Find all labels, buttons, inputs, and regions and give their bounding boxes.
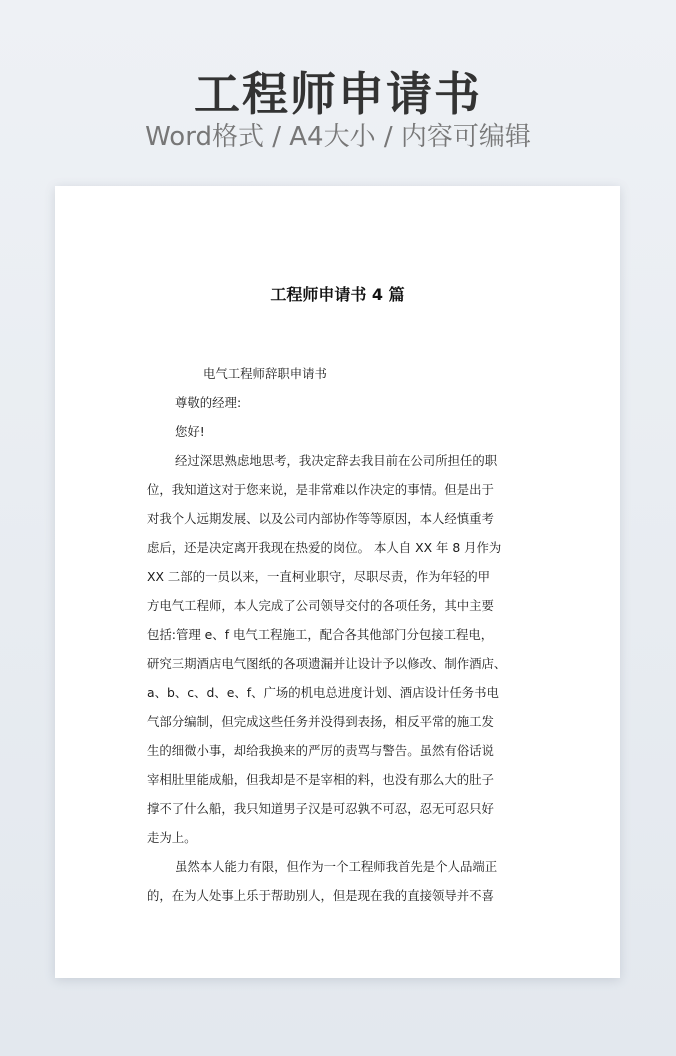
paragraph-line: 宰相肚里能成船，但我却是不是宰相的料，也没有那么大的肚子 bbox=[147, 772, 494, 787]
paragraph-line: 的，在为人处事上乐于帮助别人，但是现在我的直接领导并不喜 bbox=[147, 888, 494, 903]
banner-subtitle: Word格式 / A4大小 / 内容可编辑 bbox=[145, 122, 531, 152]
paragraph-line: 生的细微小事，却给我换来的严厉的责骂与警告。虽然有俗话说 bbox=[147, 743, 494, 758]
paragraph-line: 走为上。 bbox=[147, 830, 197, 845]
paragraph-line: 方电气工程师，本人完成了公司领导交付的各项任务，其中主要 bbox=[147, 598, 494, 613]
banner-title: 工程师申请书 bbox=[194, 67, 482, 121]
paragraph-line: 经过深思熟虑地思考，我决定辞去我目前在公司所担任的职 bbox=[175, 453, 498, 468]
salutation: 尊敬的经理: bbox=[175, 395, 242, 410]
paragraph-line: 虽然本人能力有限，但作为一个工程师我首先是个人品端正 bbox=[175, 859, 498, 874]
paragraph-line: XX 二部的一员以来，一直柯业职守，尽职尽责，作为年轻的甲 bbox=[147, 569, 491, 584]
paragraph-line: 对我个人远期发展、以及公司内部协作等等原因，本人经慎重考 bbox=[147, 511, 494, 526]
paragraph-line: 撑不了什么船，我只知道男子汉是可忍孰不可忍，忍无可忍只好 bbox=[147, 801, 494, 816]
paragraph-line: 位，我知道这对于您来说，是非常难以作决定的事情。但是出于 bbox=[147, 482, 494, 497]
paragraph-line: 气部分编制，但完成这些任务并没得到表扬，相反平常的施工发 bbox=[147, 714, 494, 729]
paragraph-line: 虑后，还是决定离开我现在热爱的岗位。 本人自 XX 年 8 月作为 bbox=[147, 540, 502, 555]
document-body bbox=[147, 359, 531, 910]
document-title: 工程师申请书 4 篇 bbox=[270, 285, 405, 304]
paragraph-line: 研究三期酒店电气图纸的各项遗漏并让设计予以修改、制作酒店、 bbox=[147, 656, 507, 671]
section-heading: 电气工程师辞职申请书 bbox=[203, 366, 327, 381]
greeting: 您好! bbox=[175, 424, 205, 439]
paragraph-line: a、b、c、d、e、f、广场的机电总进度计划、酒店设计任务书电 bbox=[147, 685, 499, 700]
document-page bbox=[55, 186, 620, 978]
paragraph-line: 包括:管理 e、f 电气工程施工，配合各其他部门分包接工程电， bbox=[147, 627, 494, 642]
